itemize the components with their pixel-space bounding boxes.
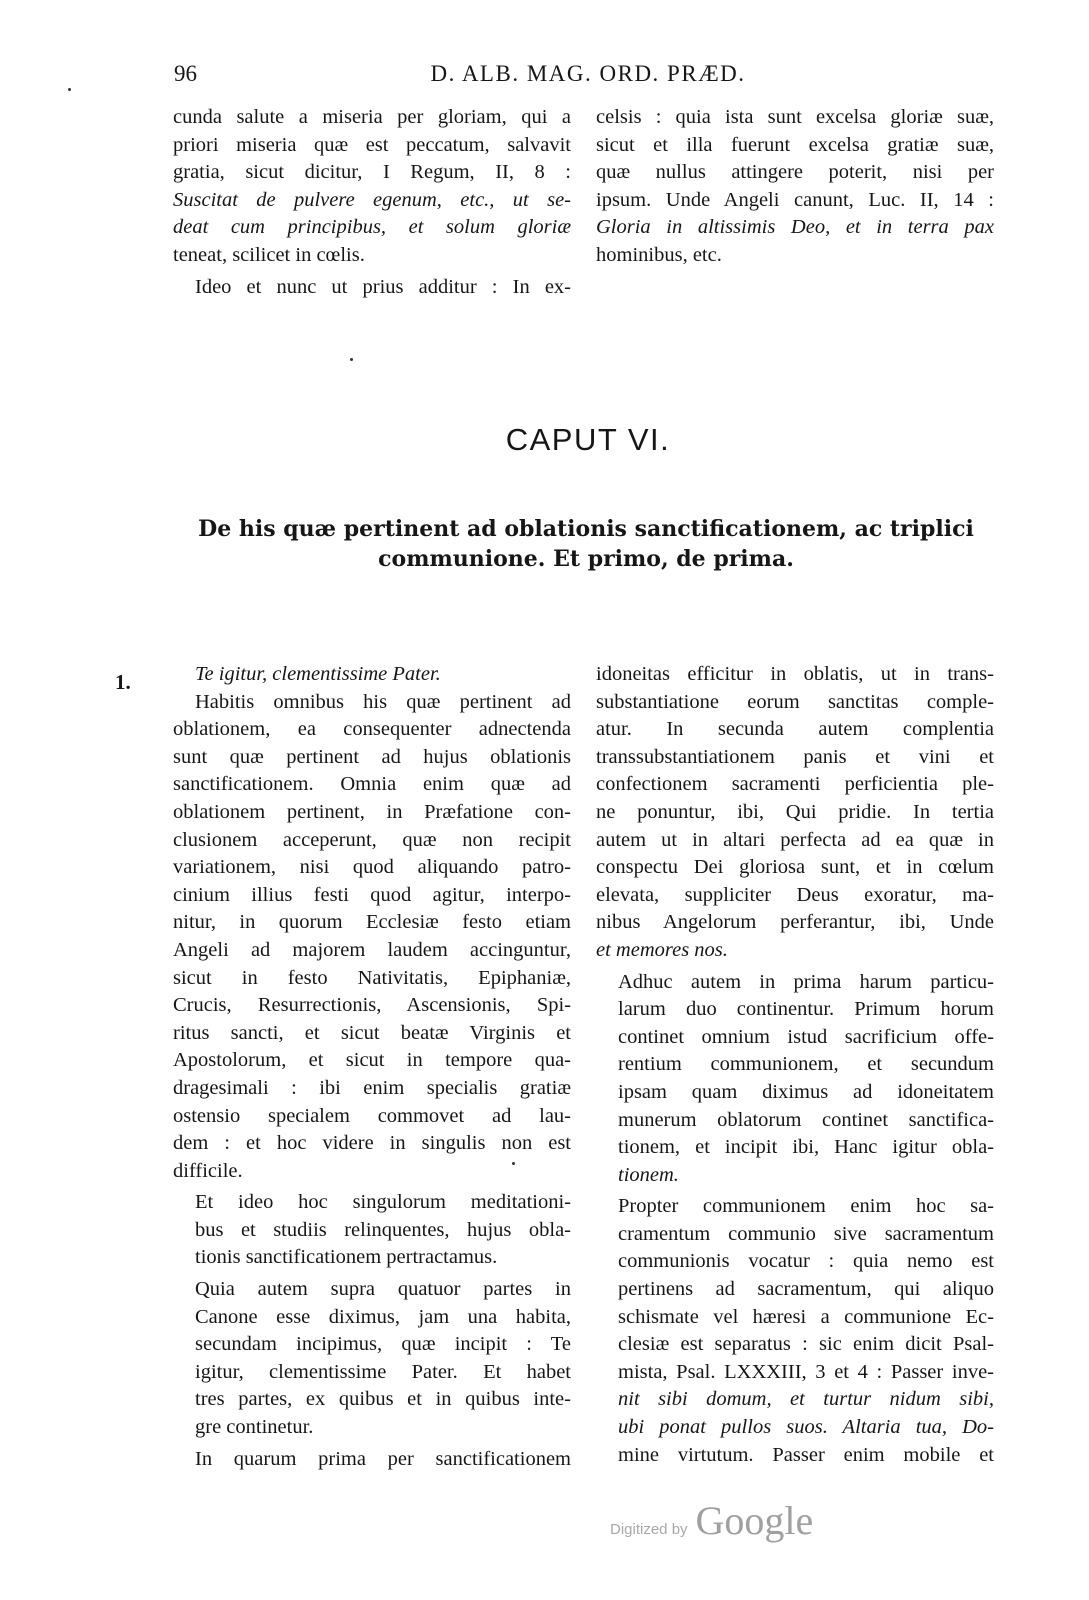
text-line: nitur, in quorum Ecclesiæ festo etiam bbox=[173, 911, 571, 934]
subtitle-line: De his quæ pertinent ad oblationis sanctificationem, ac triplici bbox=[198, 516, 974, 542]
text-line: munerum oblatorum continet sanctifica- bbox=[618, 1108, 994, 1131]
text-line: Canone esse diximus, jam una habita, bbox=[195, 1305, 571, 1328]
text-line: Te igitur, clementissime Pater. bbox=[195, 663, 441, 685]
text-line: continet omnium istud sacrificium offe- bbox=[618, 1025, 994, 1048]
text-line: sunt quæ pertinent ad hujus oblationis bbox=[173, 745, 571, 768]
text-line: Ideo et nunc ut prius additur : In ex- bbox=[195, 275, 571, 298]
text-line: hominibus, etc. bbox=[596, 243, 722, 266]
text-line: difficile. bbox=[173, 1159, 243, 1182]
text-line: ipsum. Unde Angeli canunt, Luc. II, 14 : bbox=[596, 188, 994, 211]
text-line: idoneitas efficitur in oblatis, ut in trans- bbox=[596, 663, 994, 685]
text-line: Apostolorum, et sicut in tempore qua- bbox=[173, 1049, 571, 1072]
text-line: communionis vocatur : quia nemo est bbox=[618, 1250, 994, 1273]
text-line: conspectu Dei gloriosa sunt, et in cœlum bbox=[596, 856, 994, 879]
text-line: ostensio specialem commovet ad lau- bbox=[173, 1104, 571, 1127]
text-line: nit sibi domum, et turtur nidum sibi, bbox=[618, 1388, 994, 1411]
text-line: gre continetur. bbox=[195, 1416, 314, 1439]
text-line: nibus Angelorum perferantur, ibi, Unde bbox=[596, 911, 994, 934]
text-line: Et ideo hoc singulorum meditationi- bbox=[195, 1191, 571, 1214]
text-line: tres partes, ex quibus et in quibus inte- bbox=[195, 1388, 571, 1411]
running-title: D. ALB. MAG. ORD. PRÆD. bbox=[430, 61, 746, 86]
text-line: teneat, scilicet in cœlis. bbox=[173, 243, 365, 266]
text-line: atur. In secunda autem complentia bbox=[596, 718, 994, 741]
text-line: Suscitat de pulvere egenum, etc., ut se- bbox=[173, 188, 571, 211]
text-line: substantiatione eorum sanctitas comple- bbox=[596, 690, 994, 713]
text-line: Habitis omnibus his quæ pertinent ad bbox=[195, 690, 571, 713]
text-line: In quarum prima per sanctificationem bbox=[195, 1447, 571, 1470]
text-line: gratia, sicut dicitur, I Regum, II, 8 : bbox=[173, 161, 571, 184]
text-line: Angeli ad majorem laudem accinguntur, bbox=[173, 938, 571, 961]
text-line: quæ nullus attingere poterit, nisi per bbox=[596, 161, 994, 184]
text-line: tionis sanctificationem pertractamus. bbox=[195, 1246, 498, 1269]
top-right-column bbox=[596, 104, 994, 270]
chapter-subtitle bbox=[186, 514, 986, 574]
top-left-column bbox=[173, 104, 571, 301]
text-line: ne ponuntur, ibi, Qui pridie. In tertia bbox=[596, 800, 994, 823]
text-line: ubi ponat pullos suos. Altaria tua, Do- bbox=[618, 1416, 994, 1439]
section-number: 1. bbox=[115, 670, 131, 694]
text-line: transsubstantiationem panis et vini et bbox=[596, 745, 994, 768]
text-line: igitur, clementissime Pater. Et habet bbox=[195, 1360, 571, 1383]
google-logo: Google bbox=[695, 1498, 814, 1543]
text-line: sanctificationem. Omnia enim quæ ad bbox=[173, 773, 571, 796]
text-line: Quia autem supra quatuor partes in bbox=[195, 1278, 571, 1301]
text-line: confectionem sacramenti perficientia ple- bbox=[596, 773, 994, 796]
print-speck bbox=[512, 1162, 515, 1165]
text-line: clesiæ est separatus : sic enim dicit Psal- bbox=[618, 1333, 994, 1356]
text-line: secundam incipimus, quæ incipit : Te bbox=[195, 1333, 571, 1356]
text-line: pertinens ad sacramentum, qui aliquo bbox=[618, 1278, 994, 1301]
text-line: dragesimali : ibi enim specialis gratiæ bbox=[173, 1076, 571, 1099]
digitization-watermark bbox=[610, 1497, 813, 1544]
digitized-by-label: Digitized by bbox=[610, 1521, 688, 1538]
text-line: et memores nos. bbox=[596, 938, 728, 961]
text-line: sicut in festo Nativitatis, Epiphaniæ, bbox=[173, 966, 571, 989]
chapter-title: CAPUT VI. bbox=[505, 422, 671, 457]
text-line: mista, Psal. LXXXIII, 3 et 4 : Passer inve- bbox=[618, 1360, 994, 1383]
text-line: cunda salute a miseria per gloriam, qui a bbox=[173, 106, 571, 128]
text-line: Propter communionem enim hoc sa- bbox=[618, 1195, 994, 1218]
text-line: schismate vel hæresi a communione Ec- bbox=[618, 1305, 994, 1328]
text-line: clusionem acceperunt, quæ non recipit bbox=[173, 828, 571, 851]
text-line: tionem, et incipit ibi, Hanc igitur obla- bbox=[618, 1136, 994, 1159]
text-line: Adhuc autem in prima harum particu- bbox=[618, 970, 994, 993]
text-line: tionem. bbox=[618, 1163, 679, 1186]
text-line: Crucis, Resurrectionis, Ascensionis, Spi- bbox=[173, 994, 571, 1017]
text-line: mine virtutum. Passer enim mobile et bbox=[618, 1443, 994, 1466]
text-line: oblationem, ea consequenter adnectenda bbox=[173, 718, 571, 741]
text-line: larum duo continentur. Primum horum bbox=[618, 998, 994, 1021]
text-line: cramentum communio sive sacramentum bbox=[618, 1222, 994, 1245]
text-line: ipsam quam diximus ad idoneitatem bbox=[618, 1080, 994, 1103]
print-speck bbox=[68, 88, 71, 91]
text-line: bus et studiis relinquentes, hujus obla- bbox=[195, 1218, 571, 1241]
text-line: celsis : quia ista sunt excelsa gloriæ suæ, bbox=[596, 106, 994, 128]
text-line: deat cum principibus, et solum gloriæ bbox=[173, 216, 571, 239]
text-line: oblationem pertinent, in Præfatione con- bbox=[173, 800, 571, 823]
text-line: dem : et hoc videre in singulis non est bbox=[173, 1132, 571, 1155]
print-speck bbox=[350, 358, 353, 361]
main-left-column bbox=[173, 661, 571, 1473]
text-line: rentium communionem, et secundum bbox=[618, 1053, 994, 1076]
text-line: elevata, suppliciter Deus exoratur, ma- bbox=[596, 883, 994, 906]
text-line: Gloria in altissimis Deo, et in terra pax bbox=[596, 216, 994, 239]
page-number: 96 bbox=[174, 61, 197, 86]
text-line: autem ut in altari perfecta ad ea quæ in bbox=[596, 828, 994, 851]
text-line: cinium illius festi quod agitur, interpo- bbox=[173, 883, 571, 906]
text-line: priori miseria quæ est peccatum, salvavit bbox=[173, 133, 571, 156]
subtitle-line: communione. Et primo, de prima. bbox=[378, 546, 794, 572]
text-line: variationem, nisi quod aliquando patro- bbox=[173, 856, 571, 879]
running-head bbox=[168, 55, 1008, 89]
text-line: ritus sancti, et sicut beatæ Virginis et bbox=[173, 1021, 571, 1044]
main-right-column bbox=[596, 661, 994, 1469]
text-line: sicut et illa fuerunt excelsa gratiæ suæ, bbox=[596, 133, 994, 156]
